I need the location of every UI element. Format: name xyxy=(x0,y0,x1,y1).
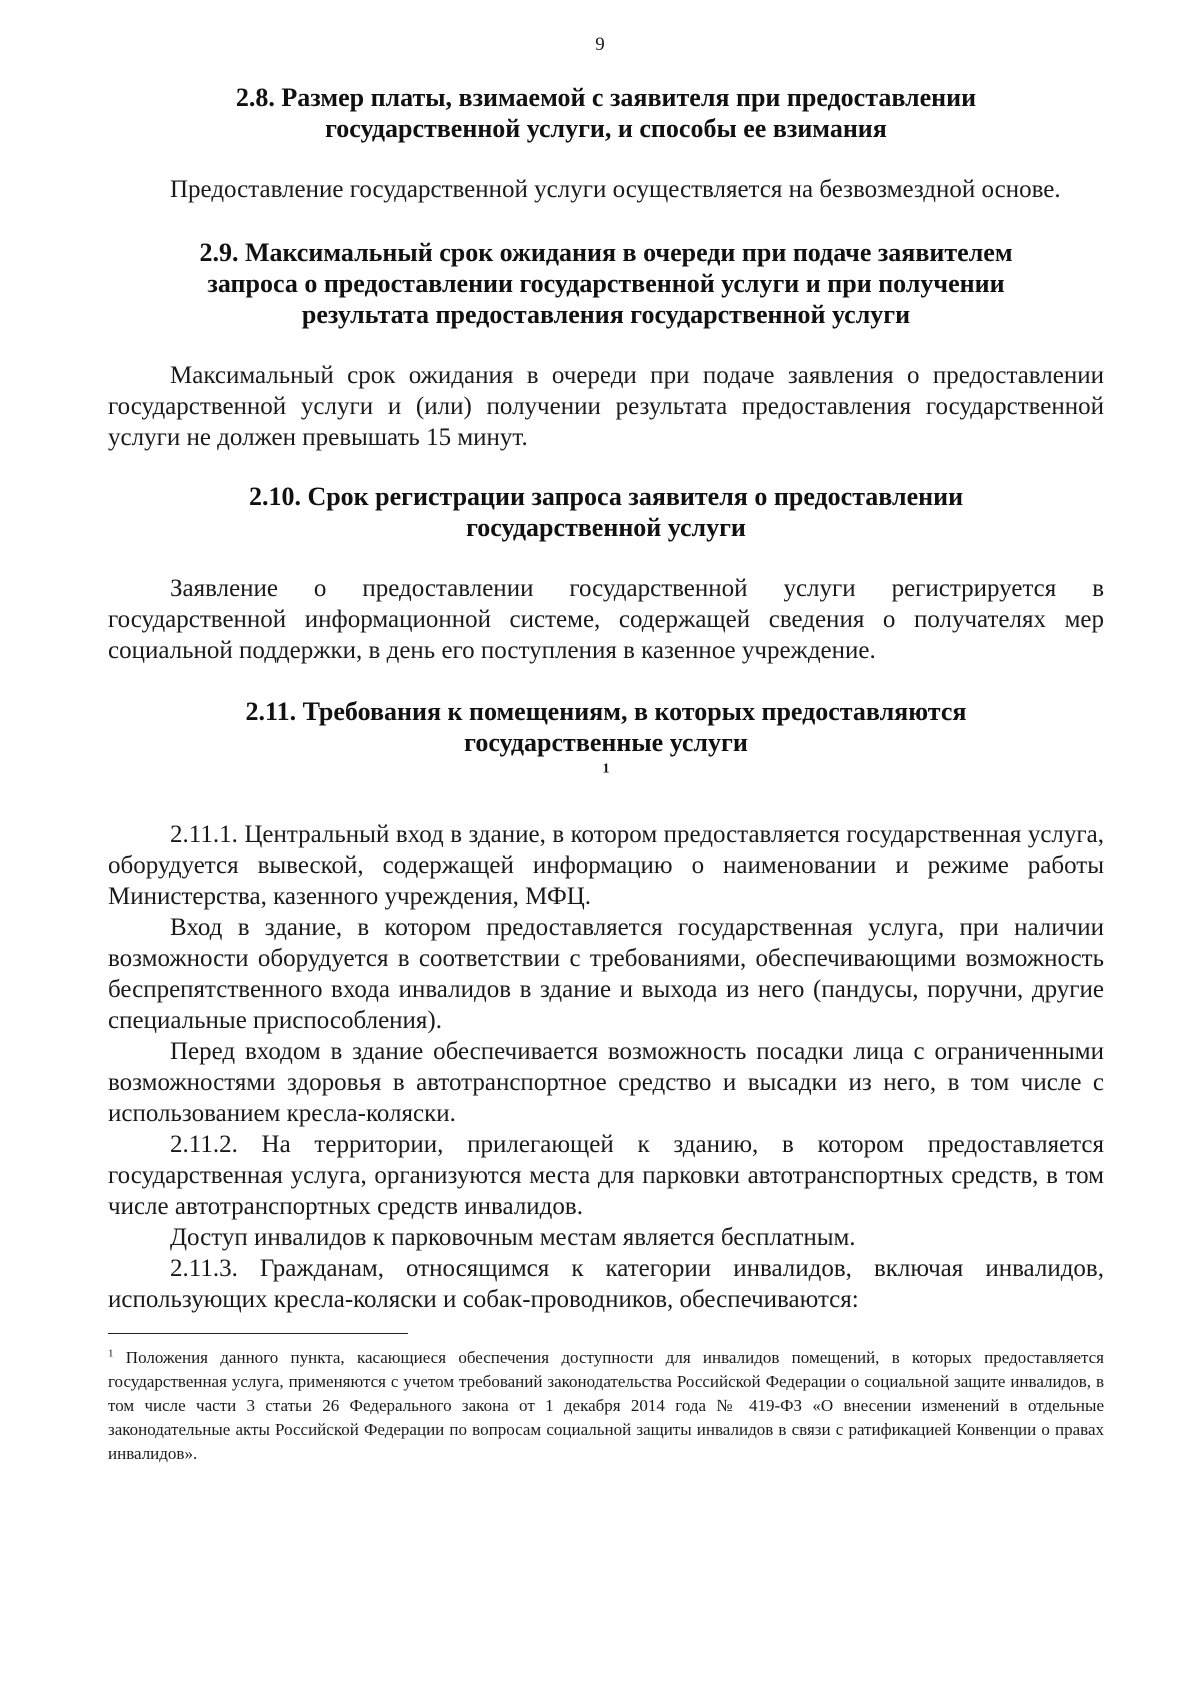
heading-line: 2.11. Требования к помещениям, в которых предоставляются xyxy=(245,697,967,726)
section-2-11 xyxy=(108,696,1104,1315)
footnote-text: Положения данного пункта, касающиеся обеспечения доступности для инвалидов помещений, в которых предоставляется государственная услуга, применяются с учетом требований законодательства Российской Федерации о социальной защите инвалидов, в том числе части 3 статьи 26 Федерального закона от 1 декабря 2014 года № 419-ФЗ «О внесении изменений в отдельные законодательные акты Российской Федерации по вопросам социальной защиты инвалидов в связи с ратификацией Конвенции о правах инвалидов». xyxy=(108,1348,1104,1463)
heading-line: государственной услуги, и способы ее взимания xyxy=(325,114,887,143)
section-heading xyxy=(108,481,1104,543)
section-2-9 xyxy=(108,237,1104,453)
footnote xyxy=(108,1346,1104,1466)
section-2-10 xyxy=(108,481,1104,666)
paragraph: Предоставление государственной услуги осуществляется на безвозмездной основе. xyxy=(170,176,1061,203)
paragraph: Перед входом в здание обеспечивается возможность посадки лица с ограниченными возможностями здоровья в автотранспортное средство и высадки из него, в том числе с использованием кресла-коляски. xyxy=(108,1038,1104,1127)
paragraph: 2.11.3. Гражданам, относящимся к категории инвалидов, включая инвалидов, использующих кресла-коляски и собак-проводников, обеспечиваются: xyxy=(108,1255,1104,1313)
footnote-reference: 1 xyxy=(602,761,610,777)
heading-line: запроса о предоставлении государственной услуги и при получении xyxy=(207,269,1005,298)
document-body xyxy=(108,82,1104,1466)
paragraph: 2.11.2. На территории, прилегающей к зданию, в котором предоставляется государственная услуга, организуются места для парковки автотранспортных средств, в том числе автотранспортных средств инвалидов. xyxy=(108,1131,1104,1220)
paragraph: Доступ инвалидов к парковочным местам является бесплатным. xyxy=(170,1224,856,1251)
section-heading xyxy=(108,82,1104,144)
paragraph: 2.11.1. Центральный вход в здание, в котором предоставляется государственная услуга, оборудуется вывеской, содержащей информацию о наименовании и режиме работы Министерства, казенного учреждения, МФЦ. xyxy=(108,821,1104,910)
heading-text: государственные услуги xyxy=(464,728,748,757)
footnote-divider xyxy=(108,1333,408,1334)
section-heading xyxy=(108,237,1104,330)
section-2-8 xyxy=(108,82,1104,205)
footnote-mark: 1 xyxy=(108,1347,114,1360)
heading-line: государственной услуги xyxy=(466,513,746,542)
paragraph: Вход в здание, в котором предоставляется государственная услуга, при наличии возможности оборудуется в соответствии с требованиями, обеспечивающими возможность беспрепятственного входа инвалидов в здание и выхода из него (пандусы, поручни, другие специальные приспособления). xyxy=(108,914,1104,1034)
heading-line: 2.9. Максимальный срок ожидания в очереди при подаче заявителем xyxy=(199,238,1013,267)
paragraph: Заявление о предоставлении государственной услуги регистрируется в государственной информационной системе, содержащей сведения о получателях мер социальной поддержки, в день его поступления в казенное учреждение. xyxy=(108,575,1104,664)
heading-line: 2.8. Размер платы, взимаемой с заявителя при предоставлении xyxy=(235,83,977,112)
section-heading xyxy=(108,696,1104,789)
heading-line xyxy=(108,727,1104,789)
heading-line: результата предоставления государственной услуги xyxy=(301,300,911,329)
page-number: 9 xyxy=(595,34,605,55)
heading-line: 2.10. Срок регистрации запроса заявителя о предоставлении xyxy=(248,482,964,511)
paragraph: Максимальный срок ожидания в очереди при подаче заявления о предоставлении государственной услуги и (или) получении результата предоставления государственной услуги не должен превышать 15 минут. xyxy=(108,362,1104,451)
